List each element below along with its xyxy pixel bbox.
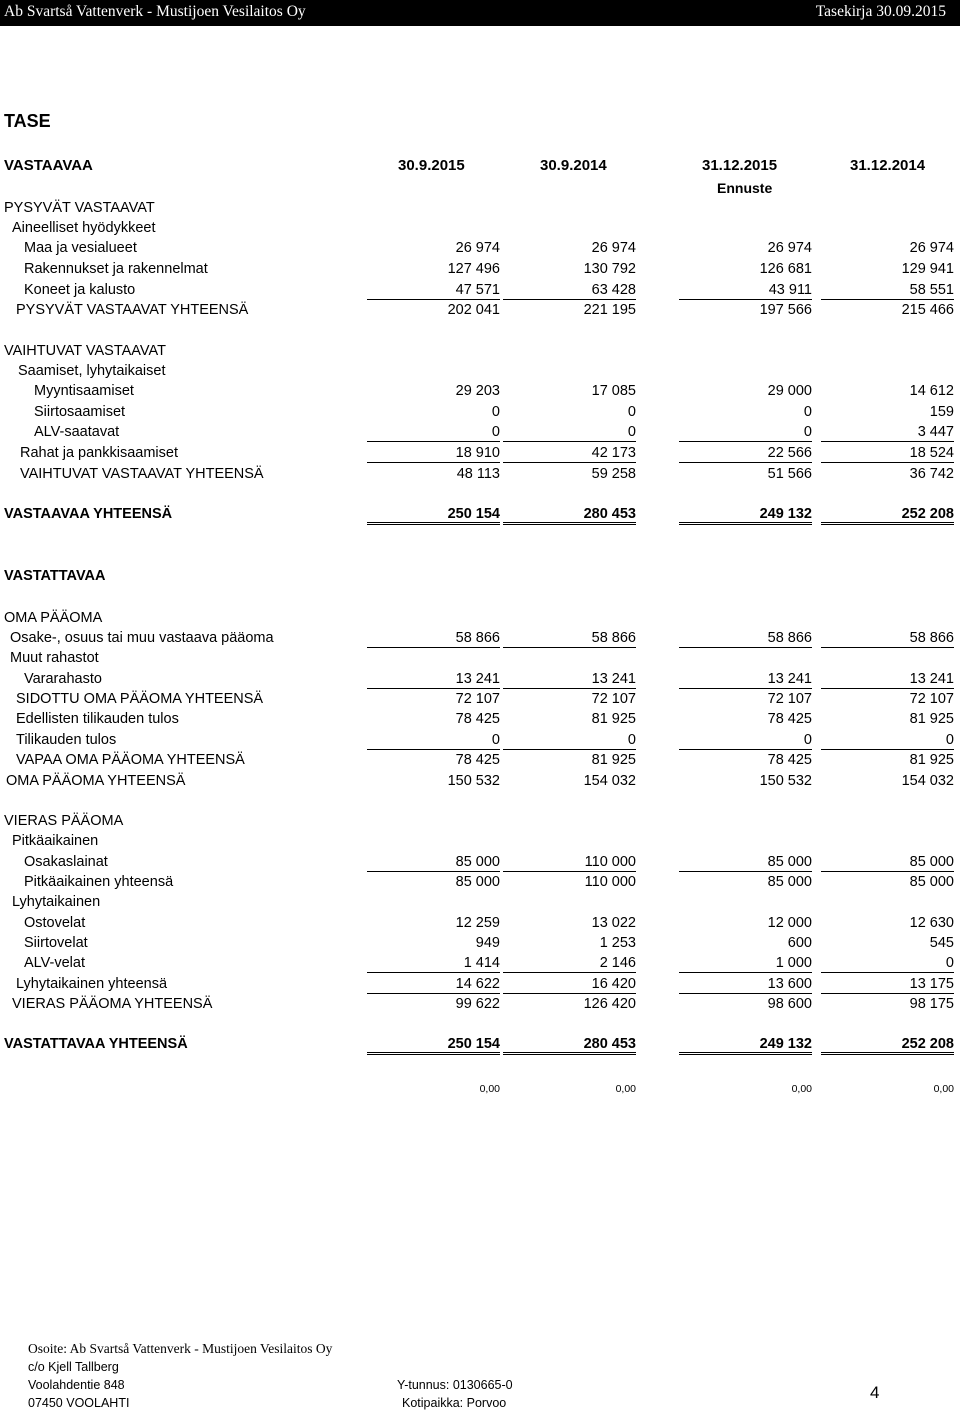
company-name: Ab Svartså Vattenverk - Mustijoen Vesilaitos Oy: [4, 3, 306, 20]
row-label-edellisten-tilikauden-tulos: Edellisten tilikauden tulos: [16, 711, 179, 727]
row-label-vastattavaa-yhteensa: VASTATTAVAA YHTEENSÄ: [4, 1036, 188, 1052]
cell-value: 26 974: [909, 240, 954, 256]
cell-value: 0: [945, 955, 954, 971]
underline: [679, 299, 812, 300]
underline: [679, 441, 812, 442]
page-title: TASE: [4, 111, 51, 131]
cell-value: 13 241: [909, 671, 954, 687]
underline: [679, 688, 812, 689]
page-number: 4: [870, 1383, 880, 1402]
cell-value: 43 911: [768, 282, 812, 298]
row-label-vapaa-oma-paaoma-yhteensa: VAPAA OMA PÄÄOMA YHTEENSÄ: [16, 752, 245, 768]
section-heading-assets: VASTAAVAA: [4, 157, 93, 174]
cell-value: 78 425: [767, 752, 812, 768]
cell-value: 250 154: [447, 1036, 500, 1052]
cell-value: 0: [491, 732, 500, 748]
cell-value: 12 259: [455, 915, 500, 931]
row-label-saamiset-lyhytaikaiset: Saamiset, lyhytaikaiset: [18, 363, 166, 379]
cell-value: 13 600: [767, 976, 812, 992]
underline: [679, 647, 812, 648]
row-label-aineelliset-hyodykkeet: Aineelliset hyödykkeet: [12, 220, 156, 236]
cell-value: 1 000: [775, 955, 812, 971]
cell-value: 949: [475, 935, 500, 951]
cell-value: 18 910: [455, 445, 500, 461]
row-label-koneet-ja-kalusto: Koneet ja kalusto: [24, 282, 136, 298]
underline: [679, 871, 812, 872]
underline: [503, 749, 636, 750]
double-underline: [367, 1052, 500, 1055]
row-label-muut-rahastot: Muut rahastot: [10, 650, 99, 666]
row-label-myyntisaamiset: Myyntisaamiset: [34, 383, 134, 399]
underline: [821, 647, 954, 648]
cell-value: 1 414: [463, 955, 500, 971]
cell-value: 59 258: [591, 466, 636, 482]
cell-value: 85 000: [909, 874, 954, 890]
row-label-ostovelat: Ostovelat: [24, 915, 86, 931]
cell-value: 197 566: [759, 302, 812, 318]
underline: [503, 647, 636, 648]
underline: [679, 462, 812, 463]
cell-value: 42 173: [591, 445, 636, 461]
cell-value: 0: [491, 424, 500, 440]
cell-value: 58 866: [455, 630, 500, 646]
cell-value: 85 000: [909, 854, 954, 870]
row-label-alv-velat: ALV-velat: [24, 955, 85, 971]
cell-value: 215 466: [901, 302, 954, 318]
cell-value: 13 241: [767, 671, 812, 687]
check-value: 0,00: [479, 1083, 500, 1095]
underline: [367, 993, 500, 994]
row-label-vastaavaa-yhteensa: VASTAAVAA YHTEENSÄ: [4, 506, 173, 522]
row-label-siirtosaamiset: Siirtosaamiset: [34, 404, 126, 420]
cell-value: 12 000: [767, 915, 812, 931]
cell-value: 0: [945, 732, 954, 748]
cell-value: 47 571: [455, 282, 500, 298]
cell-value: 81 925: [591, 752, 636, 768]
cell-value: 0: [491, 404, 500, 420]
underline: [503, 871, 636, 872]
column-header-3: 31.12.2015: [702, 157, 778, 174]
cell-value: 12 630: [909, 915, 954, 931]
section-heading-liabilities: VASTATTAVAA: [4, 568, 106, 584]
cell-value: 150 532: [447, 773, 500, 789]
cell-value: 36 742: [909, 466, 954, 482]
underline: [503, 299, 636, 300]
row-label-vaihtuvat-vastaavat-yhteensa: VAIHTUVAT VASTAAVAT YHTEENSÄ: [20, 466, 264, 482]
cell-value: 150 532: [759, 773, 812, 789]
cell-value: 58 551: [909, 282, 954, 298]
cell-value: 252 208: [901, 506, 954, 522]
cell-value: 0: [803, 424, 812, 440]
row-label-siirtovelat: Siirtovelat: [24, 935, 88, 951]
row-label-pysyvat-vastaavat: PYSYVÄT VASTAAVAT: [4, 200, 155, 216]
double-underline: [821, 1052, 954, 1055]
cell-value: 252 208: [901, 1036, 954, 1052]
cell-value: 98 175: [909, 996, 954, 1012]
cell-value: 72 107: [909, 691, 954, 707]
cell-value: 58 866: [767, 630, 812, 646]
cell-value: 0: [803, 732, 812, 748]
footer-address-line4: 07450 VOOLAHTI: [28, 1396, 130, 1410]
cell-value: 18 524: [909, 445, 954, 461]
row-label-vieras-paaoma-yhteensa: VIERAS PÄÄOMA YHTEENSÄ: [12, 996, 213, 1012]
cell-value: 58 866: [909, 630, 954, 646]
cell-value: 280 453: [583, 506, 636, 522]
check-value: 0,00: [791, 1083, 812, 1095]
cell-value: 0: [803, 404, 812, 420]
underline: [679, 993, 812, 994]
underline: [367, 647, 500, 648]
underline: [503, 441, 636, 442]
row-label-rahat-ja-pankkisaamiset: Rahat ja pankkisaamiset: [20, 445, 178, 461]
row-label-pitkaaikainen: Pitkäaikainen: [12, 833, 99, 849]
row-label-pysyvat-vastaavat-yhteensa: PYSYVÄT VASTAAVAT YHTEENSÄ: [16, 302, 249, 318]
cell-value: 81 925: [591, 711, 636, 727]
underline: [821, 993, 954, 994]
cell-value: 0: [627, 404, 636, 420]
double-underline: [821, 522, 954, 525]
underline: [367, 871, 500, 872]
cell-value: 249 132: [759, 506, 812, 522]
row-label-osake-osuus-tai-muu-vastaava-paaoma: Osake-, osuus tai muu vastaava pääoma: [10, 630, 274, 646]
underline: [821, 871, 954, 872]
cell-value: 110 000: [584, 854, 636, 870]
row-label-vararahasto: Vararahasto: [24, 671, 102, 687]
column-header-1: 30.9.2015: [398, 157, 465, 174]
cell-value: 26 974: [767, 240, 812, 256]
double-underline: [503, 1052, 636, 1055]
row-label-rakennukset-ja-rakennelmat: Rakennukset ja rakennelmat: [24, 261, 208, 277]
cell-value: 159: [929, 404, 954, 420]
footer-business-id: Y-tunnus: 0130665-0: [397, 1378, 513, 1392]
cell-value: 29 000: [767, 383, 812, 399]
cell-value: 72 107: [767, 691, 812, 707]
check-value: 0,00: [615, 1083, 636, 1095]
cell-value: 85 000: [455, 854, 500, 870]
cell-value: 0: [627, 732, 636, 748]
underline: [367, 749, 500, 750]
underline: [821, 688, 954, 689]
cell-value: 63 428: [591, 282, 636, 298]
row-label-vieras-paaoma: VIERAS PÄÄOMA: [4, 813, 124, 829]
double-underline: [679, 522, 812, 525]
cell-value: 78 425: [767, 711, 812, 727]
cell-value: 1 253: [599, 935, 636, 951]
underline: [503, 688, 636, 689]
cell-value: 202 041: [447, 302, 500, 318]
row-label-pitkaaikainen-yhteensa: Pitkäaikainen yhteensä: [24, 874, 174, 890]
cell-value: 58 866: [591, 630, 636, 646]
footer-address-line2: c/o Kjell Tallberg: [28, 1360, 119, 1374]
row-label-osakaslainat: Osakaslainat: [24, 854, 108, 870]
forecast-label: Ennuste: [717, 180, 773, 196]
check-value: 0,00: [933, 1083, 954, 1095]
cell-value: 48 113: [456, 466, 500, 482]
double-underline: [367, 522, 500, 525]
double-underline: [679, 1052, 812, 1055]
underline: [821, 749, 954, 750]
cell-value: 249 132: [759, 1036, 812, 1052]
underline: [679, 749, 812, 750]
cell-value: 13 241: [591, 671, 636, 687]
cell-value: 72 107: [591, 691, 636, 707]
cell-value: 98 600: [767, 996, 812, 1012]
underline: [367, 688, 500, 689]
double-underline: [503, 522, 636, 525]
underline: [367, 972, 500, 973]
underline: [821, 972, 954, 973]
cell-value: 29 203: [455, 383, 500, 399]
cell-value: 22 566: [767, 445, 812, 461]
underline: [821, 441, 954, 442]
cell-value: 99 622: [455, 996, 500, 1012]
cell-value: 126 681: [759, 261, 812, 277]
footer-address-line1: Osoite: Ab Svartså Vattenverk - Mustijoen Vesilaitos Oy: [28, 1341, 333, 1356]
row-label-oma-paaoma-yhteensa: OMA PÄÄOMA YHTEENSÄ: [6, 773, 186, 789]
underline: [367, 462, 500, 463]
cell-value: 127 496: [447, 261, 500, 277]
underline: [367, 441, 500, 442]
underline: [503, 462, 636, 463]
underline: [503, 993, 636, 994]
cell-value: 17 085: [591, 383, 636, 399]
cell-value: 221 195: [583, 302, 636, 318]
cell-value: 3 447: [917, 424, 954, 440]
cell-value: 81 925: [909, 752, 954, 768]
cell-value: 13 241: [455, 671, 500, 687]
cell-value: 81 925: [909, 711, 954, 727]
cell-value: 78 425: [455, 752, 500, 768]
cell-value: 126 420: [583, 996, 636, 1012]
column-header-2: 30.9.2014: [540, 157, 607, 174]
cell-value: 250 154: [447, 506, 500, 522]
cell-value: 16 420: [591, 976, 636, 992]
underline: [367, 299, 500, 300]
row-label-tilikauden-tulos: Tilikauden tulos: [16, 732, 117, 748]
underline: [679, 972, 812, 973]
cell-value: 130 792: [583, 261, 636, 277]
cell-value: 545: [929, 935, 954, 951]
cell-value: 2 146: [599, 955, 636, 971]
row-label-oma-paaoma: OMA PÄÄOMA: [4, 610, 103, 626]
row-label-vaihtuvat-vastaavat: VAIHTUVAT VASTAAVAT: [4, 343, 166, 359]
underline: [821, 462, 954, 463]
cell-value: 26 974: [455, 240, 500, 256]
row-label-lyhytaikainen-yhteensa: Lyhytaikainen yhteensä: [16, 976, 168, 992]
document-title: Tasekirja 30.09.2015: [815, 3, 946, 20]
cell-value: 13 175: [909, 976, 954, 992]
footer-address-line3: Voolahdentie 848: [28, 1378, 125, 1392]
cell-value: 13 022: [591, 915, 636, 931]
footer-domicile: Kotipaikka: Porvoo: [402, 1396, 507, 1410]
column-header-4: 31.12.2014: [850, 157, 926, 174]
cell-value: 110 000: [584, 874, 636, 890]
cell-value: 85 000: [767, 874, 812, 890]
underline: [503, 972, 636, 973]
cell-value: 85 000: [455, 874, 500, 890]
cell-value: 154 032: [901, 773, 954, 789]
cell-value: 51 566: [767, 466, 812, 482]
cell-value: 14 612: [909, 383, 954, 399]
row-label-alv-saatavat: ALV-saatavat: [34, 424, 120, 440]
cell-value: 280 453: [583, 1036, 636, 1052]
cell-value: 72 107: [455, 691, 500, 707]
cell-value: 154 032: [583, 773, 636, 789]
cell-value: 600: [787, 935, 812, 951]
row-label-sidottu-oma-paaoma-yhteensa: SIDOTTU OMA PÄÄOMA YHTEENSÄ: [16, 691, 264, 707]
cell-value: 14 622: [455, 976, 500, 992]
cell-value: 85 000: [767, 854, 812, 870]
cell-value: 78 425: [455, 711, 500, 727]
cell-value: 26 974: [591, 240, 636, 256]
cell-value: 129 941: [901, 261, 954, 277]
row-label-maa-ja-vesialueet: Maa ja vesialueet: [24, 240, 137, 256]
underline: [821, 299, 954, 300]
cell-value: 0: [627, 424, 636, 440]
row-label-lyhytaikainen: Lyhytaikainen: [12, 894, 101, 910]
